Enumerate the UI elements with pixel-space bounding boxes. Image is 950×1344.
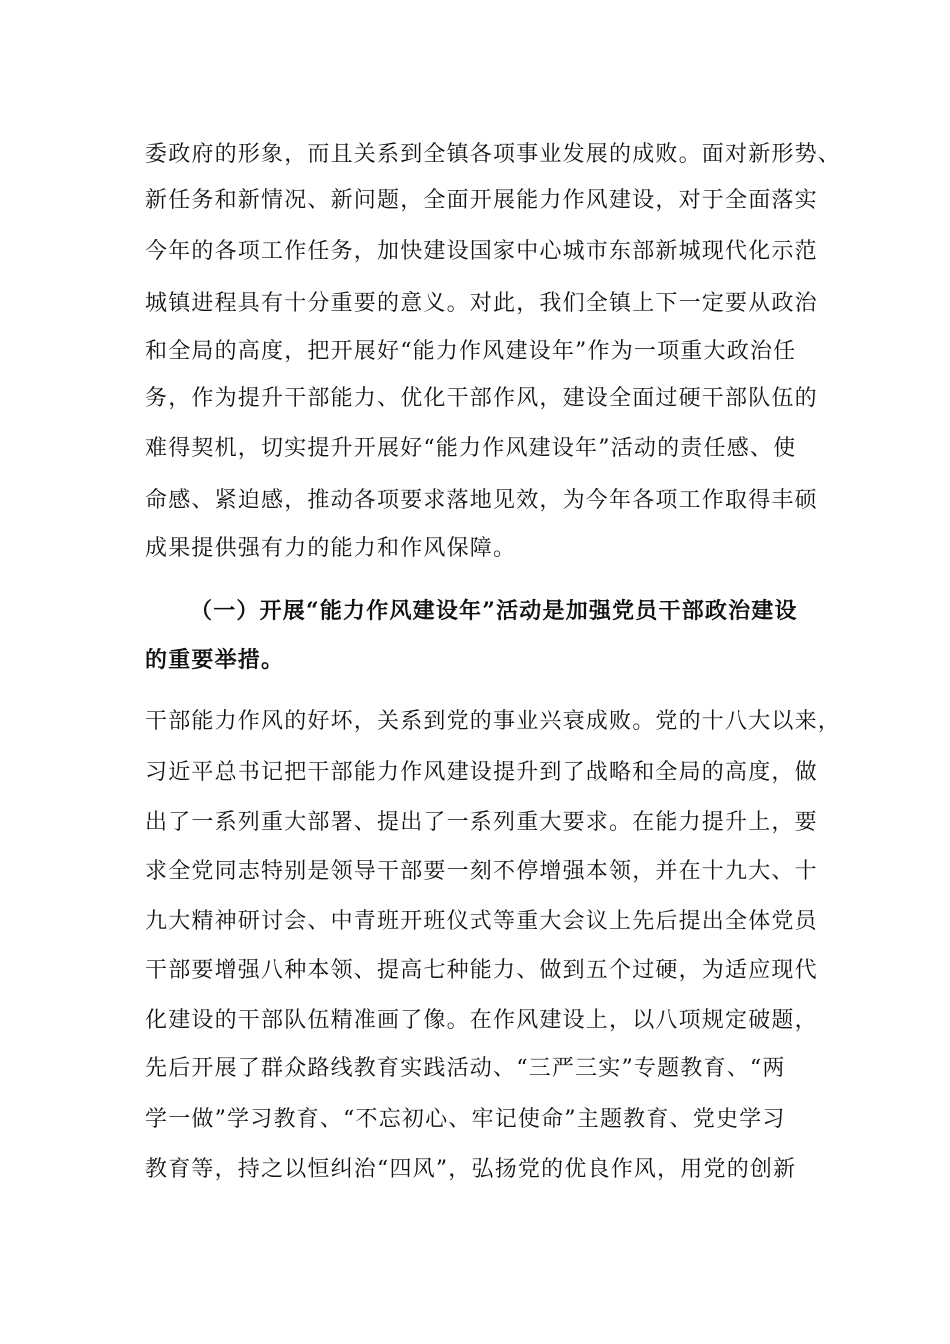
text-line: 今年的各项工作任务，加快建设国家中心城市东部新城现代化示范 bbox=[145, 239, 818, 264]
text-line: 新任务和新情况、新问题，全面开展能力作风建设，对于全面落实 bbox=[145, 188, 818, 213]
text-line: 出了一系列重大部署、提出了一系列重大要求。在能力提升上，要 bbox=[145, 810, 818, 835]
text-line: 干部要增强八种本领、提高七种能力、做到五个过硬，为适应现代 bbox=[145, 958, 818, 983]
text-line: 委政府的形象，而且关系到全镇各项事业发展的成败。面对新形势、 bbox=[145, 142, 842, 167]
text-line: 干部能力作风的好坏，关系到党的事业兴衰成败。党的十八大以来， bbox=[145, 709, 842, 734]
text-line: 先后开展了群众路线教育实践活动、“三严三实”专题教育、“两 bbox=[145, 1056, 786, 1081]
text-line: 难得契机，切实提升开展好“能力作风建设年”活动的责任感、使 bbox=[145, 436, 797, 461]
text-line: 城镇进程具有十分重要的意义。对此，我们全镇上下一定要从政治 bbox=[145, 291, 818, 316]
text-line: 命感、紧迫感，推动各项要求落地见效，为今年各项工作取得丰硕 bbox=[145, 488, 818, 513]
text-line: 教育等，持之以恒纠治“四风”，弘扬党的优良作风，用党的创新 bbox=[145, 1157, 797, 1182]
text-line: 求全党同志特别是领导干部要一刻不停增强本领，并在十九大、十 bbox=[145, 859, 818, 884]
text-line: 务，作为提升干部能力、优化干部作风，建设全面过硬干部队伍的 bbox=[145, 386, 818, 411]
text-line: 和全局的高度，把开展好“能力作风建设年”作为一项重大政治任 bbox=[145, 339, 797, 364]
heading-line: （一）开展“能力作风建设年”活动是加强党员干部政治建设 bbox=[190, 598, 798, 624]
text-line: 习近平总书记把干部能力作风建设提升到了战略和全局的高度，做 bbox=[145, 760, 818, 785]
heading-line: 的重要举措。 bbox=[145, 647, 285, 673]
text-line: 化建设的干部队伍精准画了像。在作风建设上，以八项规定破题， bbox=[145, 1008, 818, 1033]
text-line: 九大精神研讨会、中青班开班仪式等重大会议上先后提出全体党员 bbox=[145, 909, 818, 934]
text-line: 成果提供强有力的能力和作风保障。 bbox=[145, 536, 517, 561]
text-line: 学一做”学习教育、“不忘初心、牢记使命”主题教育、党史学习 bbox=[145, 1107, 786, 1132]
